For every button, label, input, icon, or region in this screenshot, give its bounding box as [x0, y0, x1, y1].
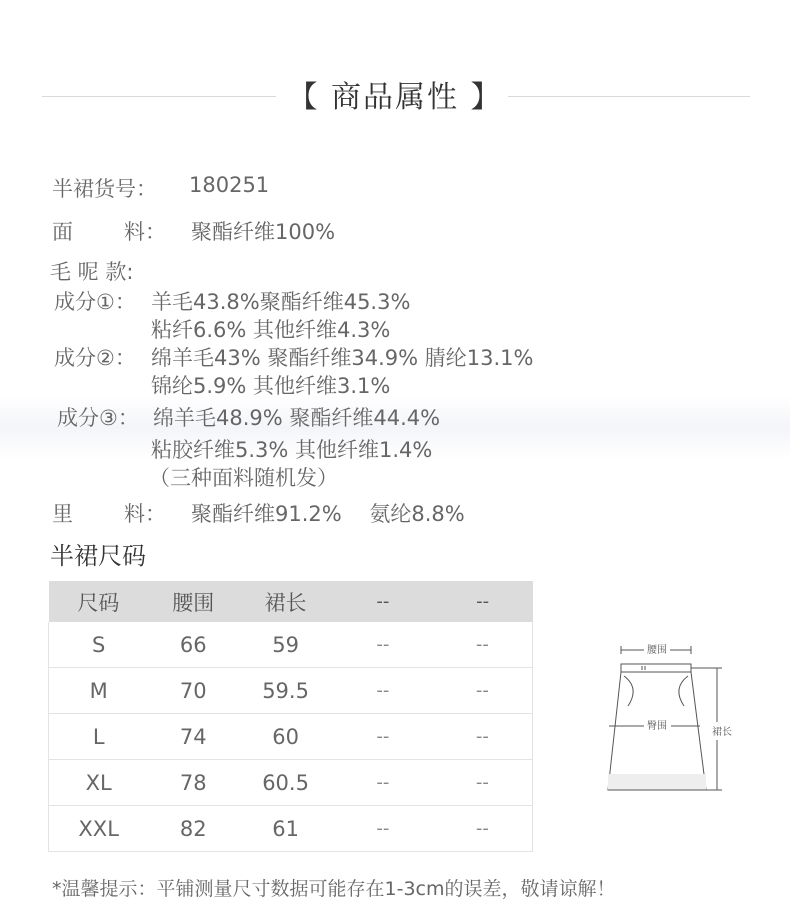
cell-waist: 82 — [148, 806, 238, 852]
composition-3-line-1: 绵羊毛48.9% 聚酯纤维44.4% — [153, 406, 441, 430]
composition-2-label: 成分②： — [54, 346, 136, 370]
wool-label: 毛 呢 款: — [50, 260, 134, 284]
header-waist: 腰围 — [148, 581, 238, 622]
cell-empty: -- — [333, 714, 433, 760]
composition-3-line-2: 粘胶纤维5.3% 其他纤维1.4% — [151, 438, 433, 462]
cell-size: XXL — [49, 806, 149, 852]
page-title: 【 商品属性 】 — [287, 80, 503, 115]
cell-empty: -- — [433, 806, 533, 852]
size-table — [48, 581, 533, 852]
fabric-label-1: 面 — [52, 220, 73, 244]
lining-label-1: 里 — [52, 502, 73, 526]
lining-label-2: 料： — [124, 502, 166, 526]
skirt-diagram — [600, 640, 750, 800]
cell-empty: -- — [433, 668, 533, 714]
fabric-label-2: 料： — [124, 220, 166, 244]
cell-empty: -- — [333, 622, 433, 668]
cell-empty: -- — [333, 668, 433, 714]
fabric-value: 聚酯纤维100% — [191, 220, 336, 244]
cell-waist: 70 — [148, 668, 238, 714]
cell-size: S — [49, 622, 149, 668]
table-row — [49, 668, 533, 714]
lining-value: 聚酯纤维91.2% 氨纶8.8% — [191, 502, 465, 526]
cell-empty: -- — [333, 760, 433, 806]
cell-waist: 74 — [148, 714, 238, 760]
cell-length: 59.5 — [238, 668, 333, 714]
cell-length: 60 — [238, 714, 333, 760]
cell-waist: 66 — [148, 622, 238, 668]
table-row — [49, 806, 533, 852]
cell-empty: -- — [433, 760, 533, 806]
composition-2-line-1: 绵羊毛43% 聚酯纤维34.9% 腈纶13.1% — [151, 346, 534, 370]
size-section-title: 半裙尺码 — [50, 542, 146, 570]
header-empty-1: -- — [333, 581, 433, 622]
measurement-note: *温馨提示：平铺测量尺寸数据可能存在1-3cm的误差，敬请谅解！ — [52, 878, 616, 900]
header-empty-2: -- — [433, 581, 533, 622]
cell-size: L — [49, 714, 149, 760]
cell-length: 61 — [238, 806, 333, 852]
composition-1-label: 成分①： — [54, 290, 136, 314]
composition-3-label: 成分③： — [57, 406, 139, 430]
composition-random-note: （三种面料随机发） — [149, 466, 338, 490]
cell-empty: -- — [433, 622, 533, 668]
cell-empty: -- — [333, 806, 433, 852]
cell-waist: 78 — [148, 760, 238, 806]
composition-1-line-2: 粘纤6.6% 其他纤维4.3% — [151, 318, 391, 342]
cell-length: 60.5 — [238, 760, 333, 806]
header-size: 尺码 — [49, 581, 149, 622]
diagram-length-label: 裙长 — [712, 727, 732, 738]
cell-size: XL — [49, 760, 149, 806]
size-table-header — [49, 581, 533, 622]
table-row — [49, 760, 533, 806]
composition-1-line-1: 羊毛43.8%聚酯纤维45.3% — [151, 290, 411, 314]
composition-2-line-2: 锦纶5.9% 其他纤维3.1% — [151, 374, 391, 398]
table-row — [49, 622, 533, 668]
item-no-label: 半裙货号： — [52, 177, 157, 201]
diagram-hip-label: 臀围 — [647, 721, 667, 732]
item-no-value: 180251 — [189, 173, 270, 197]
cell-empty: -- — [433, 714, 533, 760]
diagram-waist-label: 腰围 — [647, 645, 667, 656]
cell-size: M — [49, 668, 149, 714]
cell-length: 59 — [238, 622, 333, 668]
skirt-outline-icon — [608, 646, 722, 790]
header-length: 裙长 — [238, 581, 333, 622]
table-row — [49, 714, 533, 760]
